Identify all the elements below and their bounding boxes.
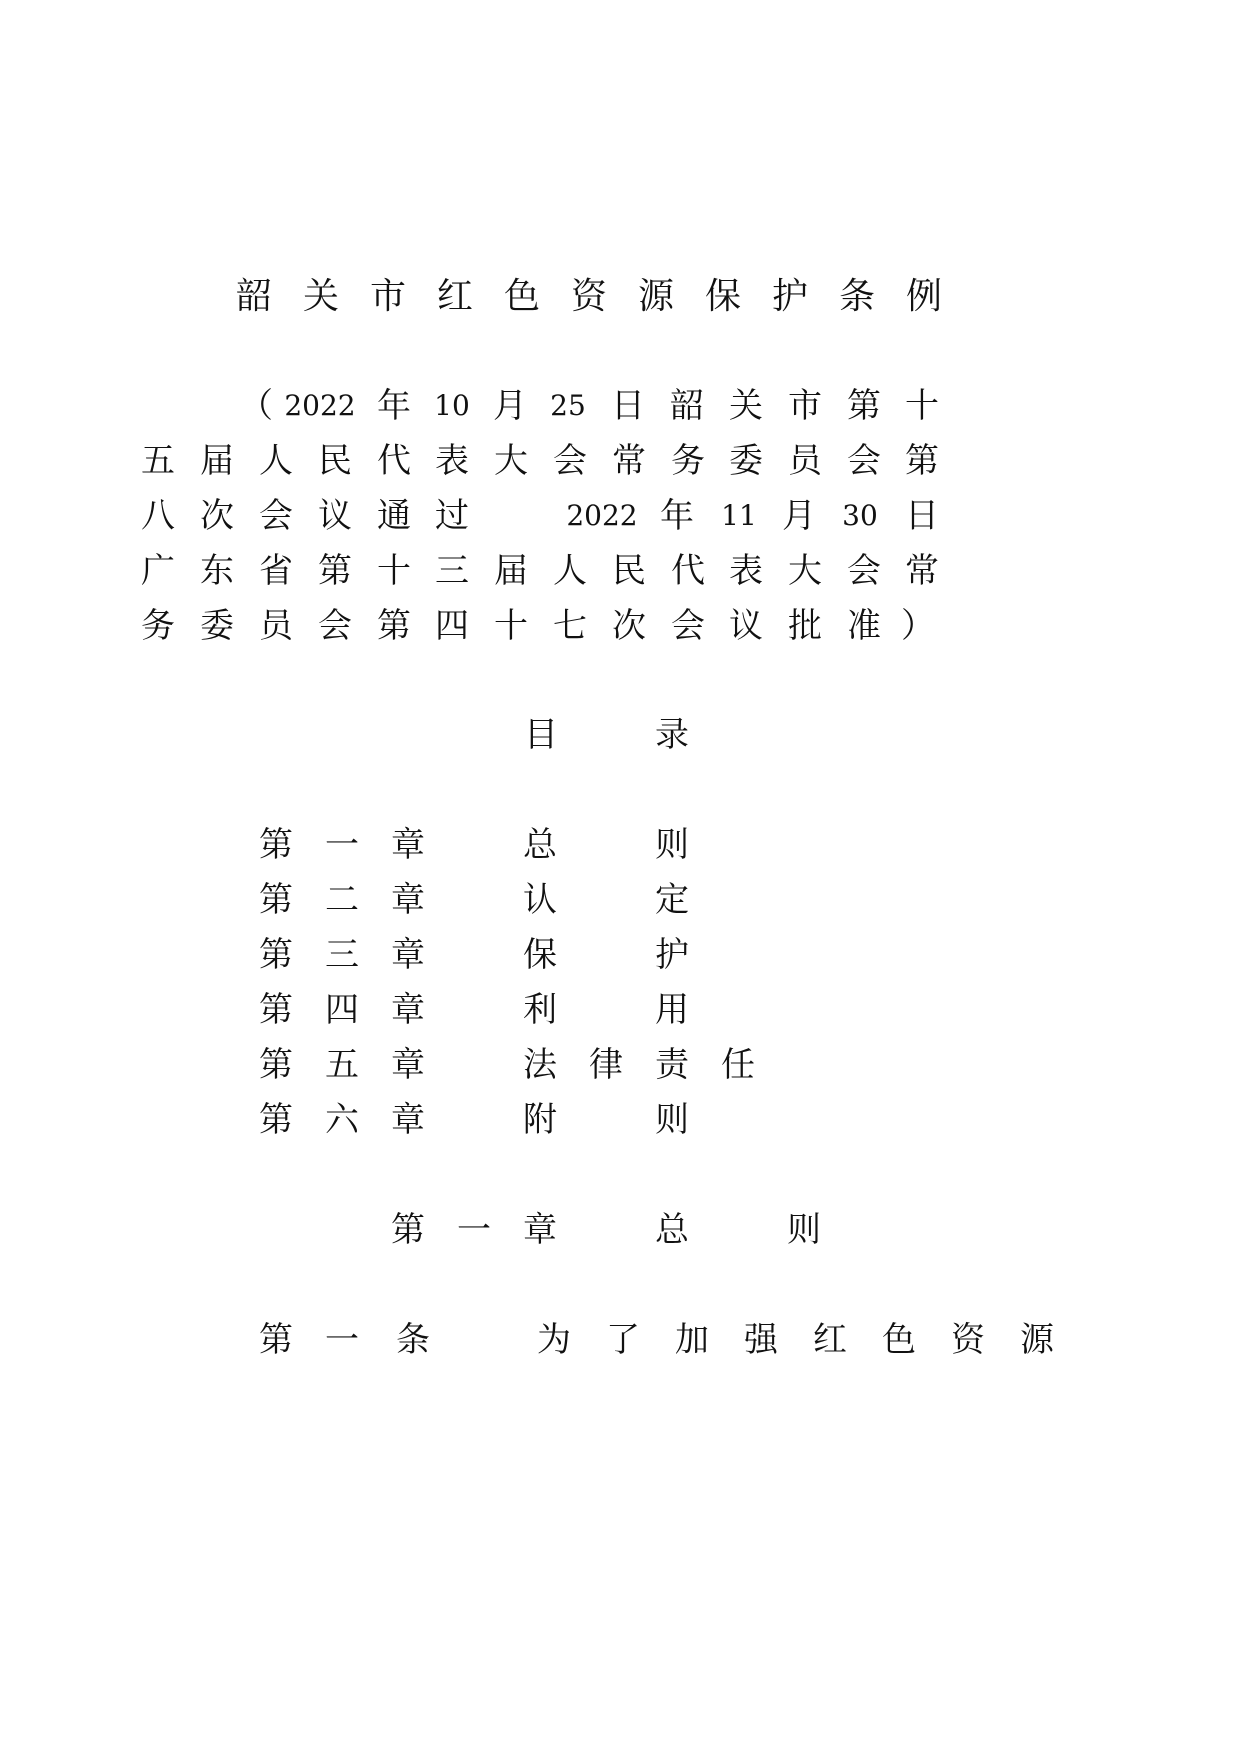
preamble-line-2: 五 届 人 民 代 表 大 会 常 务 委 员 会 第 <box>141 441 939 481</box>
toc-item[interactable]: 第 二 章 认 定 <box>259 880 689 920</box>
toc-item[interactable]: 第 三 章 保 护 <box>259 935 689 975</box>
preamble-line-1: （ 2022 年 10 月 25 日 韶 关 市 第 十 <box>239 386 939 426</box>
preamble-line-4: 广 东 省 第 十 三 届 人 民 代 表 大 会 常 <box>141 551 939 591</box>
toc-item[interactable]: 第 四 章 利 用 <box>259 990 689 1030</box>
chapter-heading: 第 一 章 总 则 <box>391 1210 821 1250</box>
toc-item[interactable]: 第 六 章 附 则 <box>259 1100 689 1140</box>
document-title: 韶关市红色资源保护条例 <box>236 276 974 317</box>
preamble-line-3: 八 次 会 议 通 过 2022 年 11 月 30 日 <box>141 496 939 536</box>
toc-heading: 目 录 <box>524 715 689 755</box>
toc-item[interactable]: 第 五 章 法 律 责 任 <box>259 1045 755 1085</box>
article-first-line: 第 一 条 为 了 加 强 红 色 资 源 <box>259 1320 1054 1360</box>
toc-item[interactable]: 第 一 章 总 则 <box>259 825 689 865</box>
preamble-line-5: 务 委 员 会 第 四 十 七 次 会 议 批 准 ） <box>141 606 935 646</box>
